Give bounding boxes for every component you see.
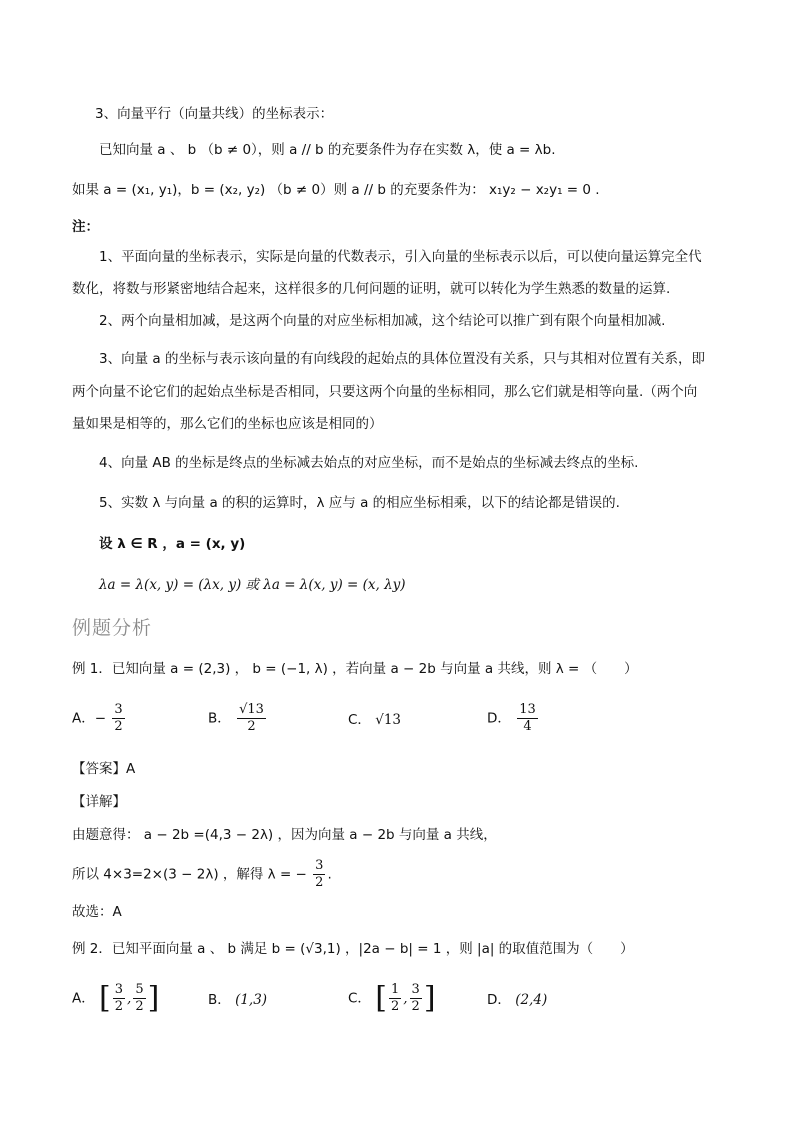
example1-option-c	[348, 710, 401, 730]
section-title: 3、向量平行（向量共线）的坐标表示：	[95, 106, 334, 122]
example1-question: 例 1．已知向量 a = (2,3) ， b = (−1, λ) ，若向量 a − 2b 与向量 a 共线，则 λ = （ ）	[72, 661, 638, 677]
note-1b: 数化，将数与形紧密地结合起来，这样很多的几何问题的证明，就可以转化为学生熟悉的数量的运算.	[72, 281, 671, 297]
parallel-condition: 已知向量 a 、 b （b ≠ 0），则 a // b 的充要条件为存在实数 λ，使 a = λb.	[99, 142, 556, 158]
left-bracket: [	[375, 980, 387, 1016]
option-label: B．	[208, 710, 231, 727]
example2-option-b	[208, 990, 267, 1010]
example2-option-c: C． [ $\frac{1}{2}$ , $\frac{3}{2}$ ]	[348, 980, 436, 1016]
numerator: 3	[114, 702, 123, 717]
fraction	[133, 982, 145, 1015]
denominator: 2	[411, 999, 420, 1014]
note-3b: 两个向量不论它们的起始点坐标是否相同，只要这两个向量的坐标相同，那么它们就是相等向量.（两个向	[72, 384, 698, 400]
denominator: 2	[315, 875, 324, 890]
fraction	[237, 702, 266, 735]
example2-option-d	[487, 990, 547, 1010]
right-bracket: ]	[423, 980, 436, 1016]
left-bracket: [	[99, 980, 111, 1016]
example1-option-d	[487, 702, 540, 735]
option-value: (1,3)	[235, 992, 268, 1008]
denominator: 2	[247, 719, 256, 734]
option-label: A．−	[72, 710, 107, 727]
wrong-formulas: λa = λ(x, y) = (λx, y) 或 λa = λ(x, y) = (x, λy)	[99, 577, 406, 593]
numerator: 13	[519, 702, 536, 717]
numerator: 3	[315, 858, 324, 873]
notes-label: 注：	[72, 219, 99, 235]
fraction	[313, 858, 325, 891]
option-label: A．	[72, 990, 95, 1007]
numerator: 3	[114, 982, 124, 997]
fraction	[112, 702, 124, 735]
denominator: 2	[114, 719, 123, 734]
note-1a: 1、平面向量的坐标表示，实际是向量的代数表示，引入向量的坐标表示以后，可以使向量运算完全代	[99, 249, 702, 265]
denominator: 2	[135, 999, 144, 1014]
numerator: 3	[411, 982, 420, 997]
note-3c: 量如果是相等的，那么它们的坐标也应该是相同的）	[72, 416, 383, 432]
denominator: 2	[114, 999, 124, 1014]
set-lambda: 设 λ ∈ R ，a = (x, y)	[99, 536, 246, 552]
option-value: (2,4)	[515, 992, 548, 1008]
example1-detail-line2: 所以 4×3=2×(3 − 2λ) ，解得 λ = − $\frac{3}{2}$ .	[72, 858, 332, 890]
fraction	[389, 982, 401, 1015]
option-label: D．	[487, 710, 511, 727]
option-label: C．	[348, 990, 371, 1007]
example1-answer: 【答案】A	[72, 761, 136, 777]
example1-option-a	[72, 702, 127, 735]
example1-choice: 故选：A	[72, 904, 122, 920]
fraction	[113, 982, 125, 1015]
option-label: B．	[208, 992, 231, 1008]
fraction	[410, 982, 422, 1015]
right-bracket: ]	[147, 980, 160, 1016]
example1-detail-label: 【详解】	[72, 794, 126, 810]
section-heading: 例题分析	[72, 617, 153, 639]
coordinate-condition: 如果 a = (x₁, y₁)，b = (x₂, y₂) （b ≠ 0）则 a // b 的充要条件为： x₁y₂ − x₂y₁ = 0 .	[72, 182, 600, 198]
numerator: √13	[239, 702, 264, 717]
option-label: D．	[487, 992, 511, 1008]
example2-option-a: A． [ $\frac{3}{2}$ , $\frac{5}{2}$ ]	[72, 980, 160, 1016]
note-3a: 3、向量 a 的坐标与表示该向量的有向线段的起始点的具体位置没有关系，只与其相对位置有关系，即	[99, 351, 705, 367]
numerator: 1	[390, 982, 400, 997]
note-2: 2、两个向量相加减，是这两个向量的对应坐标相加减，这个结论可以推广到有限个向量相加减.	[99, 313, 666, 329]
denominator: 4	[523, 719, 532, 734]
example1-option-b	[208, 702, 268, 735]
note-4: 4、向量 AB 的坐标是终点的坐标减去始点的对应坐标，而不是始点的坐标减去终点的坐标.	[99, 455, 639, 471]
example2-question: 例 2．已知平面向量 a 、 b 满足 b = (√3,1) ，|2a − b| = 1 ，则 |a| 的取值范围为（ ）	[72, 941, 634, 957]
denominator: 2	[390, 999, 400, 1014]
fraction	[517, 702, 538, 735]
option-label: C．	[348, 712, 371, 728]
numerator: 5	[135, 982, 144, 997]
example1-detail-line1: 由题意得： a − 2b =(4,3 − 2λ) ，因为向量 a − 2b 与向量 a 共线，	[72, 827, 497, 843]
detail-text: 所以 4×3=2×(3 − 2λ) ，解得 λ = −	[72, 866, 307, 883]
option-value: √13	[375, 712, 402, 728]
note-5: 5、实数 λ 与向量 a 的积的运算时，λ 应与 a 的相应坐标相乘，以下的结论都是错误的.	[99, 495, 620, 511]
